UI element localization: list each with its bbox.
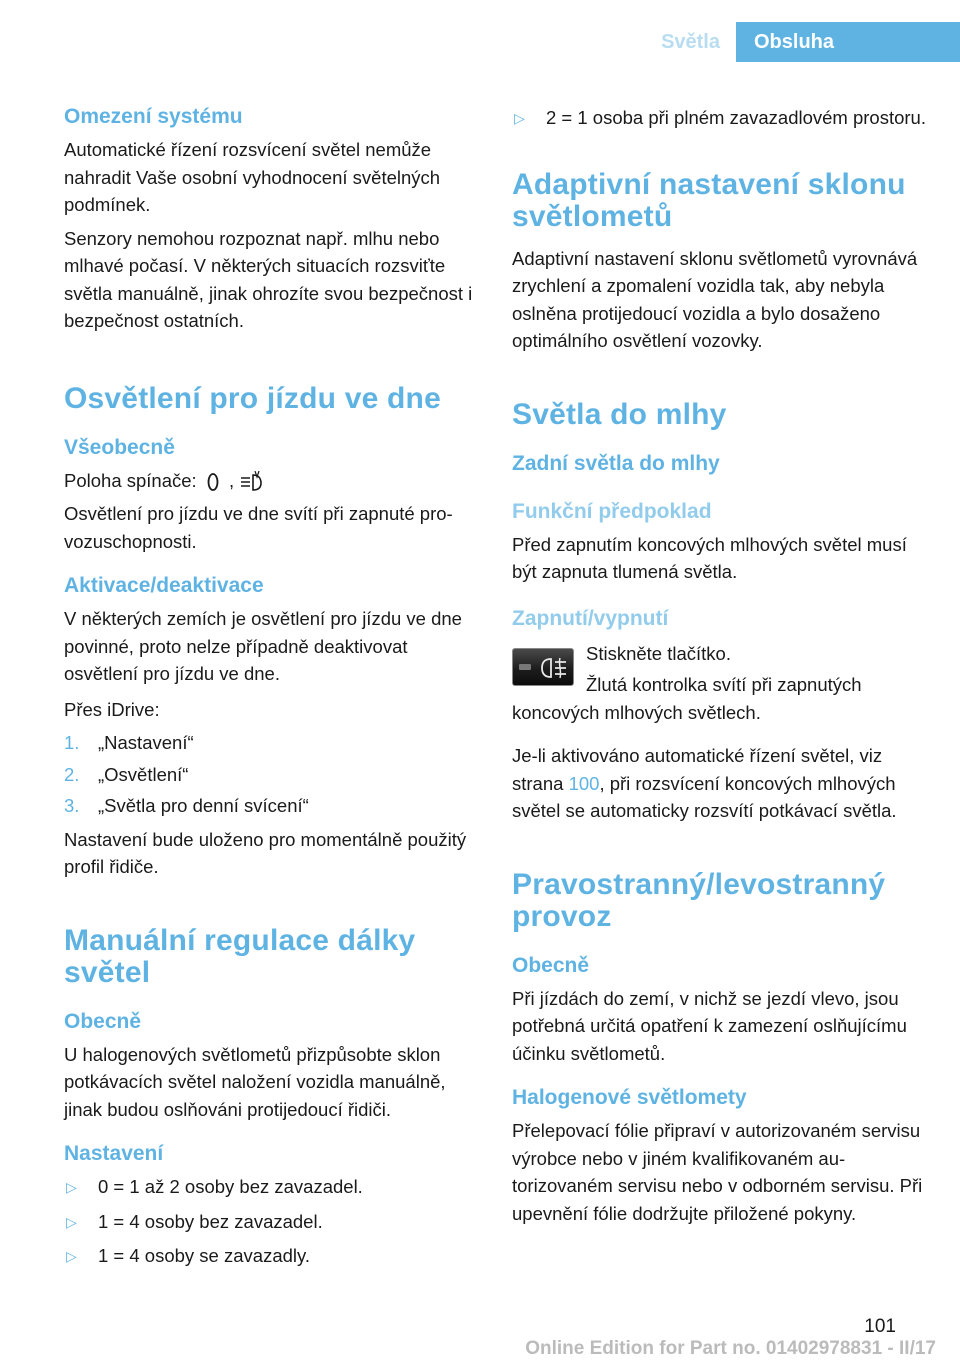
- heading-halogen: Halogenové světlomety: [512, 1086, 747, 1109]
- heading-zapnuti: Zapnutí/vypnutí: [512, 606, 669, 630]
- list-item: ▷ 1 = 4 osoby bez zavazadel.: [64, 1208, 480, 1237]
- indicator-led: [519, 664, 531, 670]
- poloha-label: Poloha spínače:: [64, 469, 197, 491]
- heading-mlhy: Světla do mlhy: [512, 397, 727, 431]
- triangle-bullet-icon: ▷: [66, 1248, 77, 1264]
- header-tab: Obsluha: [736, 22, 960, 62]
- para-obecne-2: Při jízdách do zemí, v nichž se jezdí vlevo, jsou potřebná určitá opatření k zamezení oslňujícímu účinku světlometů.: [512, 987, 907, 1064]
- heading-pravo: Pravostranný/levostranný provoz: [512, 867, 886, 933]
- para-adaptivni: Adaptivní nastavení sklonu světlometů vyrovnává zrychlení a zpomalení vozidla tak, aby nebyla oslněna protijedoucí vozidla a bylo dosaženo optimálního osvětlení vozovky.: [512, 247, 918, 351]
- triangle-bullet-icon: ▷: [514, 110, 525, 126]
- para-aktivace: V některých zemích je osvětlení pro jízdu ve dne povinné, proto nelze případně deaktivovat osvětlení pro jízdu ve dne.: [64, 608, 462, 684]
- left-column: [64, 100, 480, 1271]
- header-section: Světla: [661, 31, 720, 53]
- triangle-bullet-icon: ▷: [66, 1179, 77, 1195]
- switch-position-zero-icon: [202, 471, 224, 493]
- list-item: ▷ 2 = 1 osoba při plném zavazadlovém prostoru.: [512, 104, 928, 133]
- page-link[interactable]: 100: [568, 772, 600, 794]
- heading-obecne: Obecně: [64, 1009, 142, 1033]
- heading-adaptivni: Adaptivní nastavení sklonu světlometů: [512, 167, 906, 233]
- edition-text: Online Edition for Part no. 01402978831 - II/17: [525, 1338, 936, 1359]
- triangle-bullet-icon: ▷: [66, 1213, 77, 1230]
- heading-denni: Osvětlení pro jízdu ve dne: [64, 381, 441, 415]
- heading-obecne-2: Obecně: [512, 953, 590, 977]
- page-number: 101: [864, 1316, 896, 1337]
- heading-omezeni: Omezení systému: [64, 105, 243, 128]
- rear-fog-light-button[interactable]: [512, 648, 574, 686]
- para-stisknete: Stiskněte tlačítko.: [586, 642, 731, 664]
- para-obecne: U halogenových světlometů přizpůsobte sklon potkávacích světel naložení vozidla manuálně, jinak budou oslňováni protijedoucí řidiči.: [64, 1043, 446, 1120]
- heading-manual: Manuální regulace dálky světel: [64, 923, 416, 989]
- list-item: ▷ 1 = 4 osoby se zavazadly.: [64, 1242, 480, 1271]
- heading-zadni: Zadní světla do mlhy: [512, 451, 720, 475]
- para-zluta: Žlutá kontrolka svítí při zapnutých koncových mlhových světlech.: [512, 674, 862, 723]
- page-header: [0, 22, 960, 62]
- list-item: ▷ 0 = 1 až 2 osoby bez zavazadel.: [64, 1173, 480, 1202]
- poloha-line: [64, 467, 480, 495]
- steps-list: [64, 729, 480, 820]
- para-jeli: Je-li aktivováno automatické řízení světel, viz strana 100, při rozsvícení koncových mlhových světel se automaticky rozsvítí potkávací světla.: [512, 745, 897, 821]
- heading-vseobecne: Všeobecně: [64, 435, 175, 459]
- para-denni: Osvětlení pro jízdu ve dne svítí při zapnuté provozuschopnosti.: [64, 503, 453, 552]
- poloha-sep: ,: [228, 469, 235, 491]
- heading-aktivace: Aktivace/deaktivace: [64, 574, 264, 597]
- right-column: [512, 100, 928, 1227]
- para-idrive: Přes iDrive:: [64, 698, 160, 720]
- button-block: [512, 640, 928, 727]
- heading-nastaveni: Nastavení: [64, 1142, 164, 1165]
- list-item: 1. „Nastavení“: [64, 732, 194, 753]
- para-ulozeno: Nastavení bude uloženo pro momentálně použitý profil řidiče.: [64, 828, 467, 877]
- list-item: 2. „Osvětlení“: [64, 763, 189, 785]
- para-predpoklad: Před zapnutím koncových mlhových světel musí být zapnuta tlumená světla.: [512, 533, 907, 582]
- rear-fog-light-icon: [539, 655, 569, 681]
- automatic-headlight-icon: [239, 471, 261, 493]
- para-halogen: Přelepovací fólie připraví v autorizovaném servisu výrobce nebo v jiném kvalifikovaném autorizovaném servisu nebo v odborném servisu. Při upevnění fólie dodržujte přiložené pokyny.: [512, 1120, 923, 1224]
- para-omezeni-2: Senzory nemohou rozpoznat např. mlhu nebo mlhavé počasí. V některých situacích rozsviťte světla manuálně, jinak ohrozíte svou bezpečnost i bezpečnost ostatních.: [64, 227, 473, 331]
- para-omezeni-1: Automatické řízení rozsvícení světel nemůže nahradit Vaše osobní vyhodnocení světelných podmínek.: [64, 139, 441, 215]
- bullet-list: [64, 1173, 480, 1271]
- heading-predpoklad: Funkční předpoklad: [512, 499, 712, 523]
- list-item: 3. „Světla pro denní svícení“: [64, 795, 309, 816]
